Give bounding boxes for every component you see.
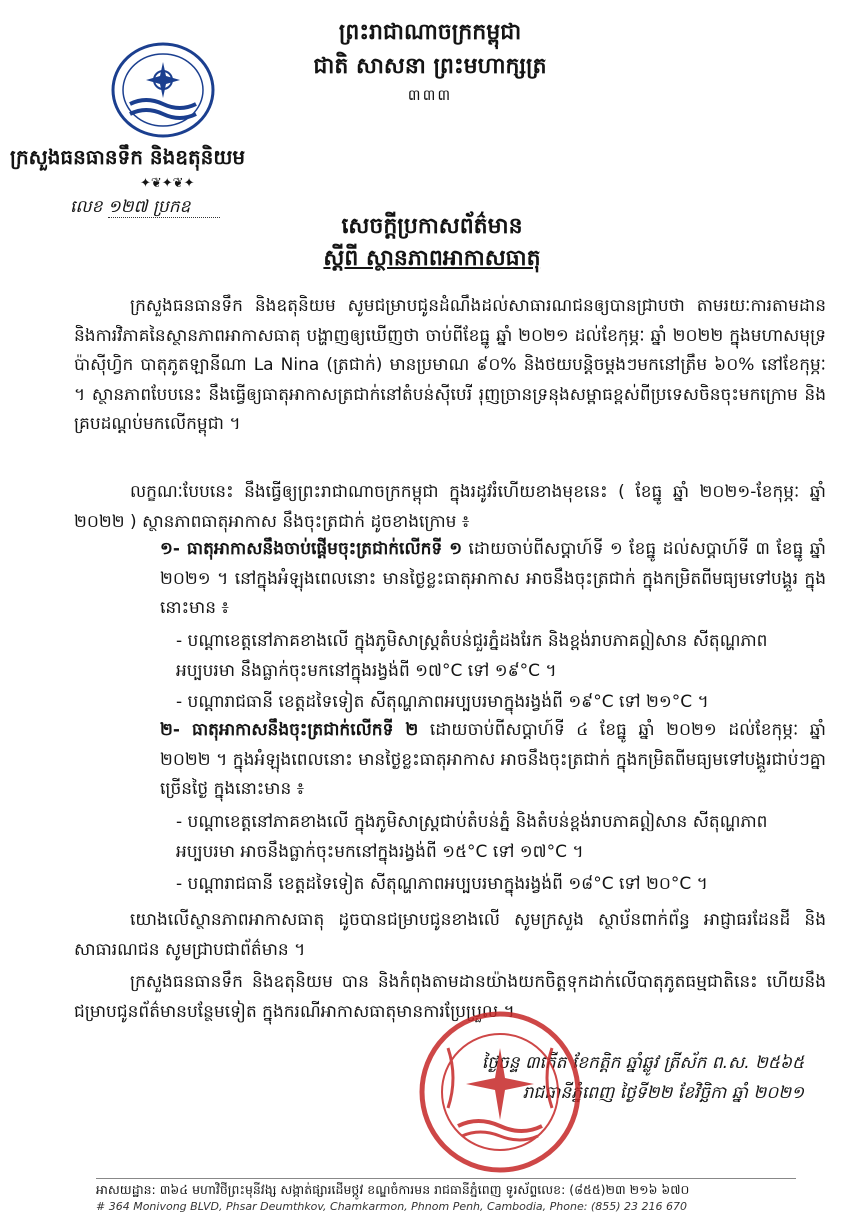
sub-item-other-provinces-1: - បណ្តារាជធានី ខេត្តដទៃទៀត សីតុណ្ហភាពអប្បបរមាក្នុងរង្វង់ពី ១៩°C ទៅ ២១°C ។ xyxy=(176,692,709,712)
list-item-text: ដោយចាប់ពីសប្តាហ៍ទី ៤ ខែធ្នូ ឆ្នាំ ២០២១ ដល់ខែកុម្ភៈ ឆ្នាំ ២០២២ ។ ក្នុងអំឡុងពេលនោះ មានថ្ងៃខ្លះធាតុអាកាស អាចនឹងចុះត្រជាក់ ក្នុងកម្រិតពីមធ្យមទៅបង្គួរជាប់ៗគ្នាច្រើនថ្ងៃ ក្នុងនោះមាន ៖ xyxy=(160,720,826,799)
footer-address-khmer: អាសយដ្ឋាន: ៣៦៤ មហាវិថីព្រះមុនីវង្ស សង្កាត់ផ្សារដើមថ្កូវ ខណ្ឌចំការមន រាជធានីភ្នំពេញ ទូរស័ព្ទលេខ: (៨៥៥)២៣ ២១៦ ៦៧០ xyxy=(96,1182,690,1197)
document-subject: ស្តីពី ស្ថានភាពអាកាសធាតុ xyxy=(323,246,541,271)
sub-item-other-provinces-2: - បណ្តារាជធានី ខេត្តដទៃទៀត សីតុណ្ហភាពអប្បបរមាក្នុងរង្វង់ពី ១៨°C ទៅ ២០°C ។ xyxy=(176,874,708,894)
list-item-first-cold-wave xyxy=(160,535,826,624)
paragraph-characteristics: លក្ខណៈបែបនេះ នឹងធ្វើឲ្យព្រះរាជាណាចក្រកម្ពុជា ក្នុងរដូវរំហើយខាងមុខនេះ ( ខែធ្នូ ឆ្នាំ ២០២១-ខែកុម្ភៈ ឆ្នាំ ២០២២ ) ស្ថានភាពធាតុអាកាស នឹងចុះត្រជាក់ ដូចខាងក្រោម ៖ xyxy=(74,482,826,532)
footer-address-english: # 364 Monivong BLVD, Phsar Deumthkov, Chamkarmon, Phnom Penh, Cambodia, Phone: (855) 23 216 670 xyxy=(96,1200,687,1213)
paragraph-advisory: យោងលើស្ថានភាពអាកាសធាតុ ដូចបានជម្រាបជូនខាងលើ សូមក្រសួង ស្ថាប័នពាក់ព័ន្ធ អាជ្ញាធរដែនដី និងសាធារណជន សូមជ្រាបជាព័ត៌មាន ។ xyxy=(74,910,826,960)
date-lunar: ថ្ងៃចន្ទ ៣កើត ខែកត្តិក ឆ្នាំឆ្លូវ ត្រីស័ក ព.ស. ២៥៦៥ xyxy=(481,1053,804,1073)
sub-item-northern-provinces-2: - បណ្តាខេត្តនៅភាគខាងលើ ក្នុងភូមិសាស្ត្រជាប់តំបន់ភ្នំ និងតំបន់ខ្ពង់រាបភាគឦសាន សីតុណ្ហភាពអប្បបរមា អាចនឹងធ្លាក់ចុះមកនៅក្នុងរង្វង់ពី ១៥°C ទៅ ១៧°C ។ xyxy=(176,812,768,862)
list-item-label: ១- ធាតុអាកាសនឹងចាប់ផ្តើមចុះត្រជាក់លើកទី ១ xyxy=(160,539,463,559)
footer-divider xyxy=(96,1178,796,1179)
paragraph-monitoring: ក្រសួងធនធានទឹក និងឧតុនិយម បាន និងកំពុងតាមដានយ៉ាងយកចិត្តទុកដាក់លើបាតុភូតធម្មជាតិនេះ ហើយនឹងជម្រាបជូនព័ត៌មានបន្ថែមទៀត ក្នុងករណីអាកាសធាតុមានការប្រែប្រួល ។ xyxy=(74,972,826,1022)
document-title: សេចក្តីប្រកាសព័ត៌មាន xyxy=(341,214,523,239)
ornament-divider: ៣៣៣ xyxy=(407,86,453,104)
kingdom-heading: ព្រះរាជាណាចក្រកម្ពុជា xyxy=(338,19,522,45)
sub-item-northern-provinces-1: - បណ្តាខេត្តនៅភាគខាងលើ ក្នុងភូមិសាស្ត្រតំបន់ជួរភ្នំដងរែក និងខ្ពង់រាបភាគឦសាន សីតុណ្ហភាពអប្បបរមា នឹងធ្លាក់ចុះមកនៅក្នុងរង្វង់ពី ១៧°C ទៅ ១៩°C ។ xyxy=(176,631,768,681)
official-seal xyxy=(418,1008,582,1176)
reference-label: លេខ xyxy=(70,197,103,217)
list-item-label: ២- ធាតុអាកាសនឹងចុះត្រជាក់លើកទី ២ xyxy=(160,720,419,740)
ornament-flourish: ✦❦✦❦✦ xyxy=(140,176,195,191)
list-item-second-cold-wave xyxy=(160,716,826,805)
list-item-text: ដោយចាប់ពីសប្តាហ៍ទី ១ ខែធ្នូ ដល់សប្តាហ៍ទី ៣ ខែធ្នូ ឆ្នាំ ២០២១ ។ នៅក្នុងអំឡុងពេលនោះ មានថ្ងៃខ្លះធាតុអាកាស អាចនឹងចុះត្រជាក់ ក្នុងកម្រិតពីមធ្យមទៅបង្គួរ ក្នុងនោះមាន ៖ xyxy=(160,539,826,618)
reference-value: ១២៧ ប្រកឧ xyxy=(108,197,221,218)
paragraph-intro: ក្រសួងធនធានទឹក និងឧតុនិយម សូមជម្រាបជូនដំណឹងដល់សាធារណជនឲ្យបានជ្រាបថា តាមរយៈការតាមដាន និងការវិភាគនៃស្ថានភាពអាកាសធាតុ បង្ហាញឲ្យឃើញថា ចាប់ពីខែធ្នូ ឆ្នាំ ២០២១ ដល់ខែកុម្ភៈ ឆ្នាំ ២០២២ ក្នុងមហាសមុទ្រប៉ាស៊ីហ្វិក បាតុភូតឡានីណា La Nina (ត្រជាក់) មានប្រមាណ ៩០% និងថយបន្តិចម្តងៗមកនៅត្រឹម ៦០% នៅខែកុម្ភៈ ។ ស្ថានភាពបែបនេះ នឹងធ្វើឲ្យធាតុអាកាសត្រជាក់នៅតំបន់ស៊ីបេរី រុញច្រានទ្រនុងសម្ពាធខ្ពស់ពីប្រទេសចិនចុះមកក្រោម និងគ្របដណ្តប់មកលើកម្ពុជា ។ xyxy=(74,296,826,434)
national-motto: ជាតិ សាសនា ព្រះមហាក្សត្រ xyxy=(313,53,547,79)
ministry-logo xyxy=(108,40,218,140)
date-solar: រាជធានីភ្នំពេញ ថ្ងៃទី២២ ខែវិច្ឆិកា ឆ្នាំ ២០២១ xyxy=(522,1083,804,1103)
ministry-name: ក្រសួងធនធានទឹក និងឧតុនិយម xyxy=(10,145,246,169)
